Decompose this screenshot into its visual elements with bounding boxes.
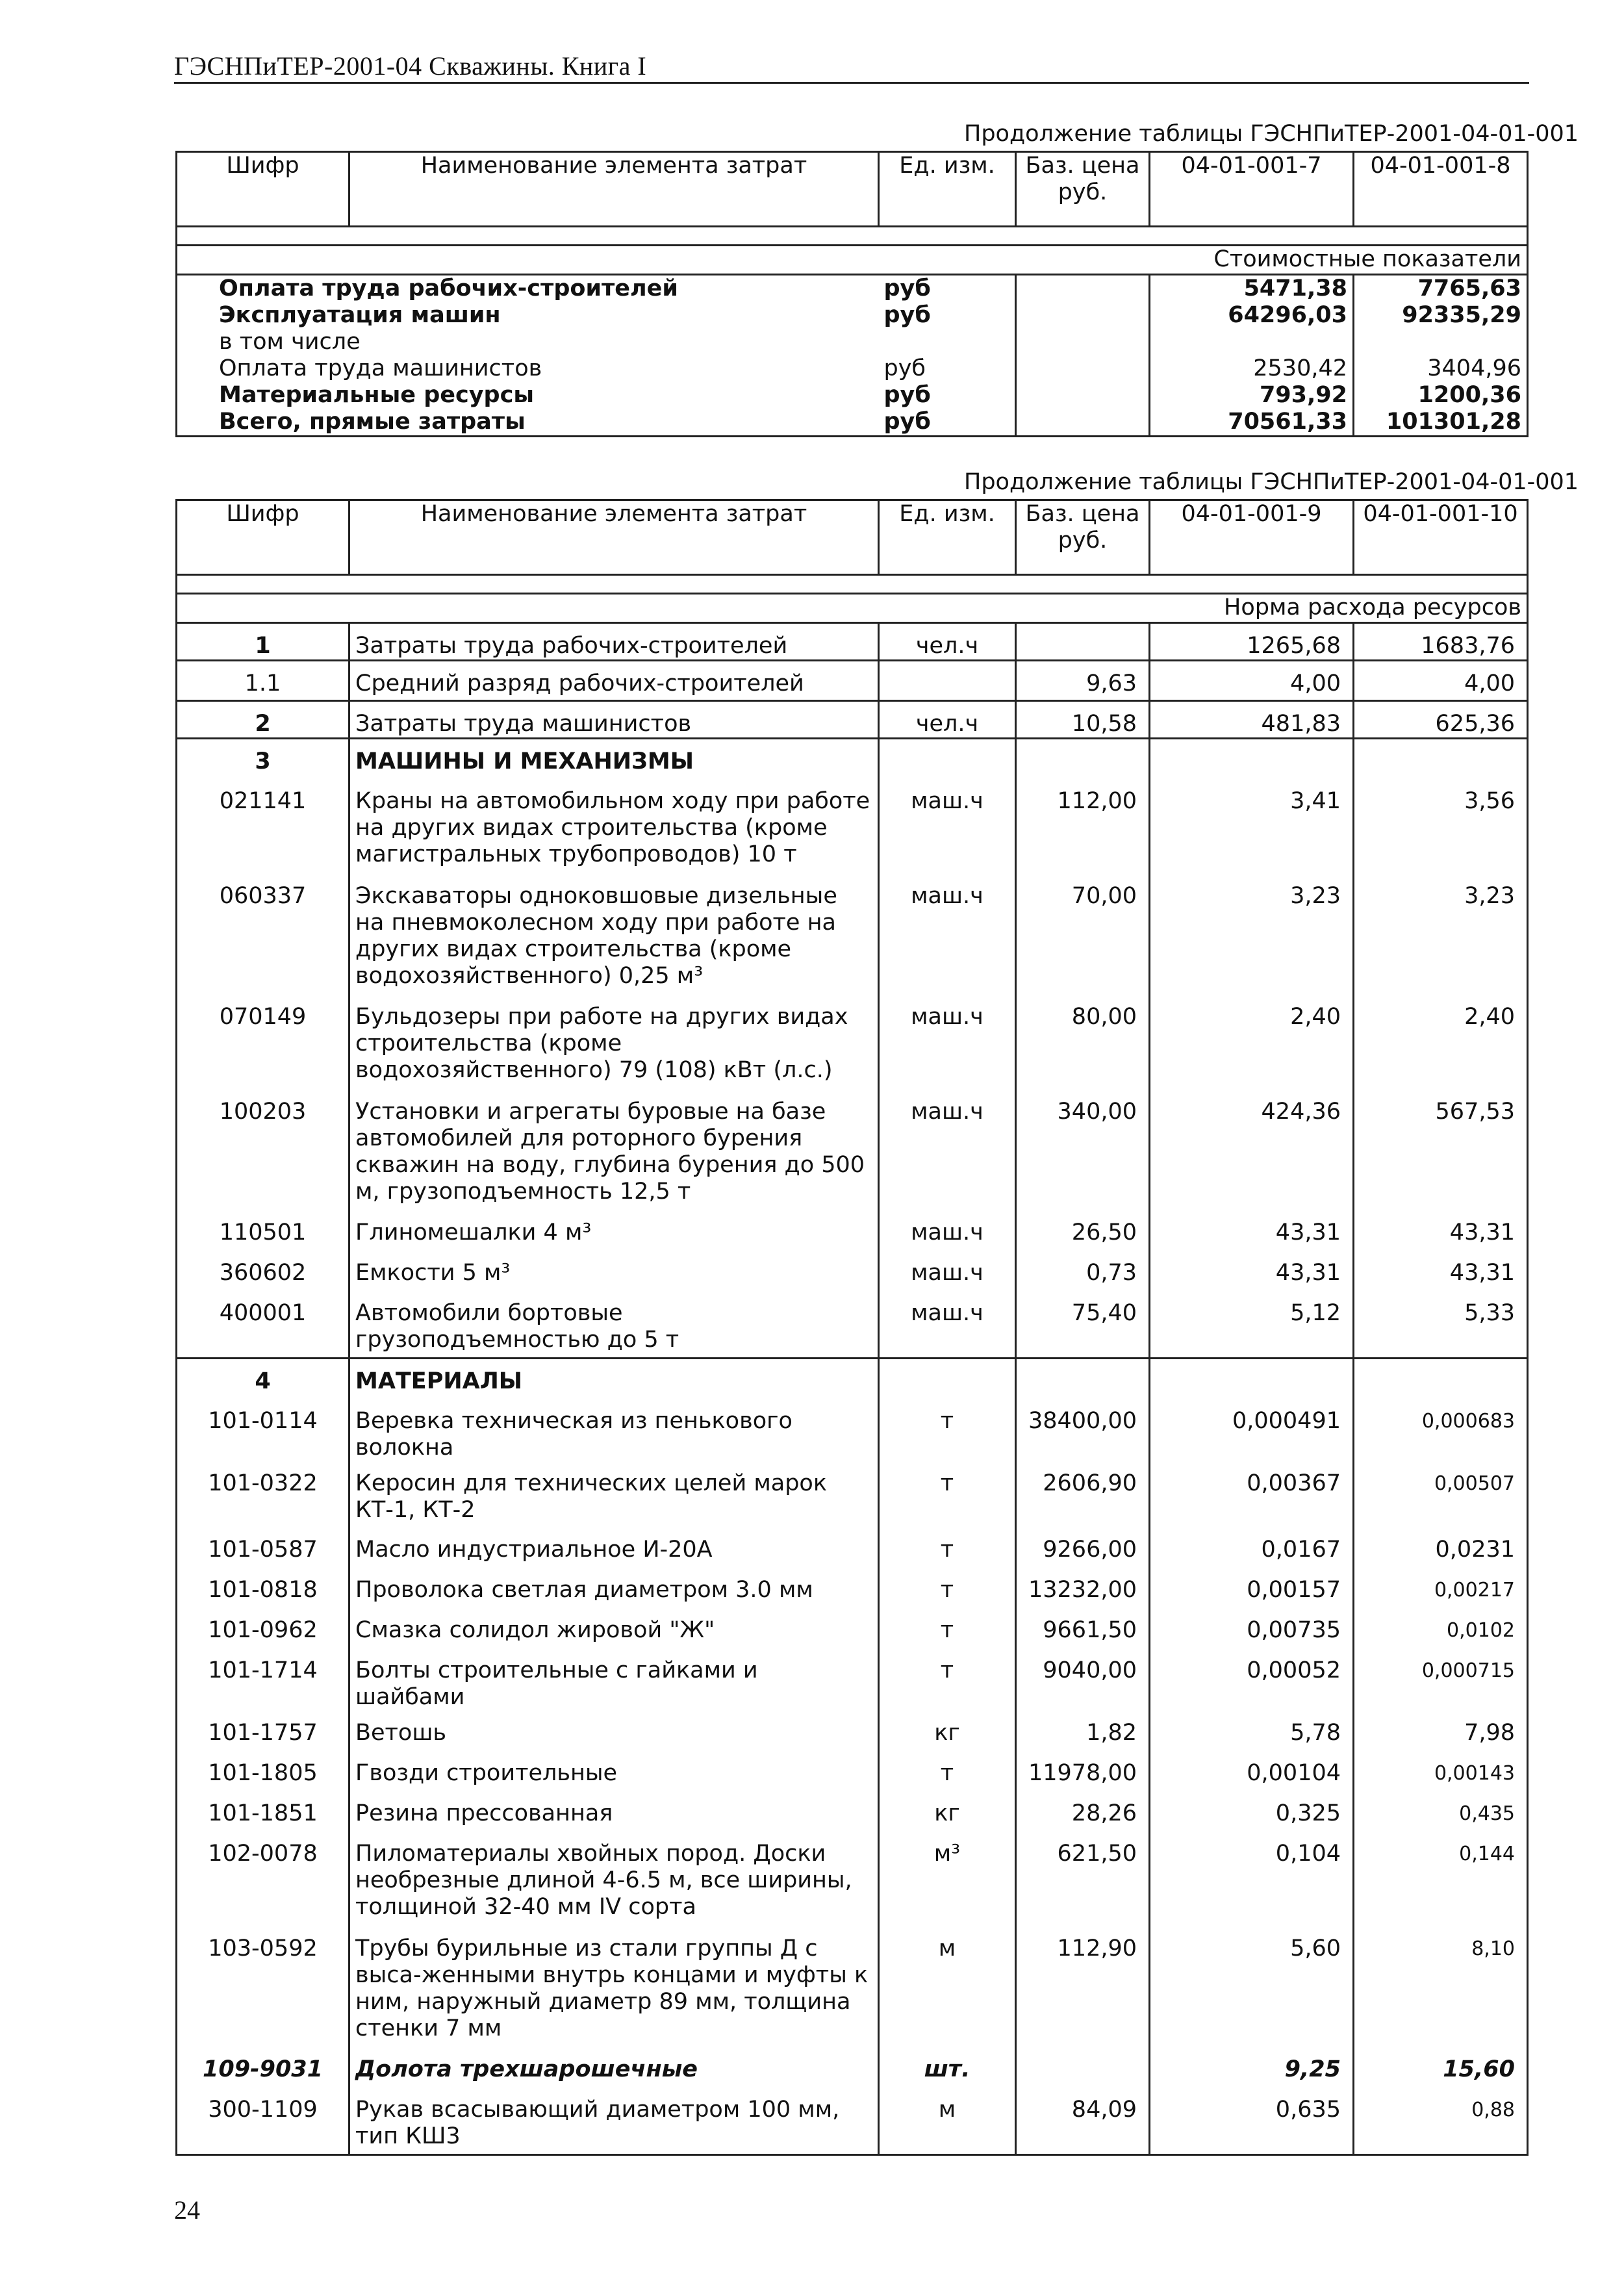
table-row: Оплата труда рабочих-строителей руб 5471,38 7765,63 (177, 275, 1528, 303)
resource-code: 101-0114 (177, 1399, 349, 1461)
resource-name: Емкости 5 м³ (349, 1251, 879, 1291)
norm-value-9: 3,23 (1150, 874, 1354, 995)
resource-name: Проволока светлая диаметром 3.0 мм (349, 1568, 879, 1608)
table-row (177, 1399, 1528, 1461)
table2-header-row (177, 500, 1528, 575)
resource-unit: чел.ч (879, 623, 1016, 661)
resource-unit: маш.ч (879, 1251, 1016, 1291)
norm-value-9: 0,0167 (1150, 1527, 1354, 1568)
resource-price: 9,63 (1016, 661, 1150, 701)
norm-value-9: 1265,68 (1150, 623, 1354, 661)
norm-value-10: 1683,76 (1354, 623, 1528, 661)
resource-name: Экскаваторы одноковшовые дизельные на пневмоколесном ходу при работе на других видах строительства (кроме водохозяйственного) 0,25 м³ (349, 874, 879, 995)
table-row: Эксплуатация машин руб 64296,03 92335,29 (177, 302, 1528, 329)
resource-code: 109-9031 (177, 2047, 349, 2088)
resource-code: 101-1805 (177, 1751, 349, 1791)
running-head: ГЭСНПиТЕР-2001-04 Скважины. Книга I (174, 51, 647, 81)
resource-code: 021141 (177, 779, 349, 874)
norm-value-10: 0,0231 (1354, 1527, 1528, 1568)
table-row (177, 779, 1528, 874)
norm-value-10: 15,60 (1354, 2047, 1528, 2088)
resource-name: Керосин для технических целей марок КТ-1, КТ-2 (349, 1461, 879, 1527)
col-header-price: Баз. цена руб. (1016, 500, 1150, 575)
col-header-unit: Ед. изм. (879, 500, 1016, 575)
resource-name: Ветошь (349, 1711, 879, 1751)
table-row (177, 874, 1528, 995)
resource-price: 112,00 (1016, 779, 1150, 874)
resource-price: 2606,90 (1016, 1461, 1150, 1527)
norm-value-9: 5,12 (1150, 1291, 1354, 1359)
resource-unit: маш.ч (879, 1210, 1016, 1251)
norm-value-10: 7,98 (1354, 1711, 1528, 1751)
resource-code: 070149 (177, 995, 349, 1090)
spacer-row (177, 227, 1528, 246)
resource-name: Смазка солидол жировой "Ж" (349, 1608, 879, 1648)
table-row (177, 1711, 1528, 1751)
resource-code: 400001 (177, 1291, 349, 1359)
col-header-code: Шифр (177, 152, 349, 227)
resource-name: Глиномешалки 4 м³ (349, 1210, 879, 1251)
norm-value-10: 3,56 (1354, 779, 1528, 874)
resource-code: 110501 (177, 1210, 349, 1251)
norm-value-10 (1354, 739, 1528, 779)
table1-caption: Продолжение таблицы ГЭСНПиТЕР-2001-04-01-001 (964, 121, 1579, 147)
resource-name: Краны на автомобильном ходу при работе на других видах строительства (кроме магистральных трубопроводов) 10 т (349, 779, 879, 874)
norm-value-9: 481,83 (1150, 701, 1354, 739)
resource-price: 80,00 (1016, 995, 1150, 1090)
resource-price: 621,50 (1016, 1832, 1150, 1926)
resource-unit (879, 1359, 1016, 1399)
norm-value-10: 0,435 (1354, 1791, 1528, 1832)
resource-code: 4 (177, 1359, 349, 1399)
norm-value-9: 0,00735 (1150, 1608, 1354, 1648)
resource-code: 101-0818 (177, 1568, 349, 1608)
resource-price: 84,09 (1016, 2088, 1150, 2155)
norm-value-10: 0,00507 (1354, 1461, 1528, 1527)
norm-value-10: 2,40 (1354, 995, 1528, 1090)
resource-unit: чел.ч (879, 701, 1016, 739)
resource-code: 100203 (177, 1090, 349, 1210)
resource-price: 75,40 (1016, 1291, 1150, 1359)
resource-name: Затраты труда машинистов (349, 701, 879, 739)
norm-value-9 (1150, 1359, 1354, 1399)
table-row (177, 1648, 1528, 1711)
resource-unit: маш.ч (879, 874, 1016, 995)
col-header-name: Наименование элемента затрат (349, 500, 879, 575)
norm-value-10: 43,31 (1354, 1210, 1528, 1251)
norm-value-9: 0,104 (1150, 1832, 1354, 1926)
table-row (177, 1251, 1528, 1291)
resource-name: МАШИНЫ И МЕХАНИЗМЫ (349, 739, 879, 779)
resource-unit: т (879, 1648, 1016, 1711)
norm-value-10: 0,88 (1354, 2088, 1528, 2155)
norm-value-9: 43,31 (1150, 1251, 1354, 1291)
resource-unit: маш.ч (879, 1090, 1016, 1210)
norm-value-10: 0,0102 (1354, 1608, 1528, 1648)
norm-value-10: 0,144 (1354, 1832, 1528, 1926)
norm-value-10: 625,36 (1354, 701, 1528, 739)
table-row (177, 701, 1528, 739)
header-rule (174, 82, 1529, 84)
norm-value-10: 8,10 (1354, 1926, 1528, 2047)
norm-value-9: 0,00104 (1150, 1751, 1354, 1791)
resource-name: Гвозди строительные (349, 1751, 879, 1791)
resource-code: 101-1757 (177, 1711, 349, 1751)
resource-unit (879, 739, 1016, 779)
resource-name: Установки и агрегаты буровые на базе автомобилей для роторного бурения скважин на воду, глубина бурения до 500 м, грузоподъемность 12,5 т (349, 1090, 879, 1210)
resource-code: 101-0587 (177, 1527, 349, 1568)
table-row: Оплата труда машинистов руб 2530,42 3404,96 (177, 355, 1528, 382)
table-row (177, 1359, 1528, 1399)
norm-value-9: 0,635 (1150, 2088, 1354, 2155)
resource-code: 101-1851 (177, 1791, 349, 1832)
table-row (177, 2047, 1528, 2088)
norm-value-9: 43,31 (1150, 1210, 1354, 1251)
norm-value-9 (1150, 739, 1354, 779)
resource-code: 1 (177, 623, 349, 661)
resource-code: 060337 (177, 874, 349, 995)
norm-value-9: 3,41 (1150, 779, 1354, 874)
table-row (177, 1210, 1528, 1251)
table-row (177, 623, 1528, 661)
table-row (177, 1608, 1528, 1648)
col-header-norm-10: 04-01-001-10 (1354, 500, 1528, 575)
table2-caption: Продолжение таблицы ГЭСНПиТЕР-2001-04-01-001 (964, 469, 1579, 495)
resource-name: Веревка техническая из пенькового волокна (349, 1399, 879, 1461)
table-row (177, 739, 1528, 779)
norm-value-9: 0,325 (1150, 1791, 1354, 1832)
table-row (177, 995, 1528, 1090)
table-row: Всего, прямые затраты руб 70561,33 101301,28 (177, 409, 1528, 437)
resource-unit: т (879, 1399, 1016, 1461)
norm-value-10: 43,31 (1354, 1251, 1528, 1291)
resource-price: 38400,00 (1016, 1399, 1150, 1461)
resource-code: 1.1 (177, 661, 349, 701)
spacer-row (177, 575, 1528, 594)
resource-unit (879, 661, 1016, 701)
resource-price: 10,58 (1016, 701, 1150, 739)
resource-code: 101-1714 (177, 1648, 349, 1711)
norm-value-9: 5,78 (1150, 1711, 1354, 1751)
col-header-name: Наименование элемента затрат (349, 152, 879, 227)
resource-unit: т (879, 1568, 1016, 1608)
resource-unit: маш.ч (879, 779, 1016, 874)
col-header-price: Баз. цена руб. (1016, 152, 1150, 227)
norm-value-9: 5,60 (1150, 1926, 1354, 2047)
col-header-norm-7: 04-01-001-7 (1150, 152, 1354, 227)
resource-name: Рукав всасывающий диаметром 100 мм, тип КШ3 (349, 2088, 879, 2155)
norm-value-9: 424,36 (1150, 1090, 1354, 1210)
resource-price: 11978,00 (1016, 1751, 1150, 1791)
resource-code: 102-0078 (177, 1832, 349, 1926)
norm-value-10: 5,33 (1354, 1291, 1528, 1359)
cost-indicators-table (175, 151, 1529, 437)
resource-price: 340,00 (1016, 1090, 1150, 1210)
resource-name: Резина прессованная (349, 1791, 879, 1832)
resource-price (1016, 1359, 1150, 1399)
resource-name: Средний разряд рабочих-строителей (349, 661, 879, 701)
col-header-norm-8: 04-01-001-8 (1354, 152, 1528, 227)
resource-name: Трубы бурильные из стали группы Д с выса-женными внутрь концами и муфты к ним, наружный диаметр 89 мм, толщина стенки 7 мм (349, 1926, 879, 2047)
resource-unit: м³ (879, 1832, 1016, 1926)
resource-name: МАТЕРИАЛЫ (349, 1359, 879, 1399)
table-row: в том числе (177, 329, 1528, 355)
resource-code: 2 (177, 701, 349, 739)
resource-price: 26,50 (1016, 1210, 1150, 1251)
norm-value-9: 0,000491 (1150, 1399, 1354, 1461)
table-row (177, 2088, 1528, 2155)
resource-price: 1,82 (1016, 1711, 1150, 1751)
table-row (177, 661, 1528, 701)
table1-header-row (177, 152, 1528, 227)
resource-name: Масло индустриальное И-20А (349, 1527, 879, 1568)
table-row (177, 1291, 1528, 1359)
resource-code: 101-0322 (177, 1461, 349, 1527)
resource-unit: т (879, 1751, 1016, 1791)
norm-value-10 (1354, 1359, 1528, 1399)
resource-price: 28,26 (1016, 1791, 1150, 1832)
table-row (177, 1527, 1528, 1568)
resource-unit: м (879, 2088, 1016, 2155)
resource-unit: кг (879, 1711, 1016, 1751)
table-row: Материальные ресурсы руб 793,92 1200,36 (177, 382, 1528, 409)
norm-value-9: 2,40 (1150, 995, 1354, 1090)
table-row (177, 1791, 1528, 1832)
resource-price: 9266,00 (1016, 1527, 1150, 1568)
resource-unit: т (879, 1461, 1016, 1527)
norm-value-10: 0,000715 (1354, 1648, 1528, 1711)
resource-name: Затраты труда рабочих-строителей (349, 623, 879, 661)
norm-value-10: 0,00143 (1354, 1751, 1528, 1791)
table-row (177, 1461, 1528, 1527)
resource-code: 300-1109 (177, 2088, 349, 2155)
indicator-row: Стоимостные показатели (177, 246, 1528, 275)
resource-name: Автомобили бортовые грузоподъемностью до 5 т (349, 1291, 879, 1359)
norm-value-10: 567,53 (1354, 1090, 1528, 1210)
resource-code: 360602 (177, 1251, 349, 1291)
resource-name: Пиломатериалы хвойных пород. Доски необрезные длиной 4-6.5 м, все ширины, толщиной 32-40 мм IV сорта (349, 1832, 879, 1926)
resource-price (1016, 739, 1150, 779)
table-row (177, 1926, 1528, 2047)
table-row (177, 1090, 1528, 1210)
norm-value-10: 4,00 (1354, 661, 1528, 701)
resource-code: 101-0962 (177, 1608, 349, 1648)
norm-value-9: 0,00052 (1150, 1648, 1354, 1711)
table-row (177, 1832, 1528, 1926)
resource-price (1016, 2047, 1150, 2088)
indicator-row: Норма расхода ресурсов (177, 594, 1528, 623)
table-row (177, 1751, 1528, 1791)
resource-unit: кг (879, 1791, 1016, 1832)
resource-norms-table (175, 499, 1529, 2156)
page-number: 24 (174, 2195, 200, 2225)
norm-value-10: 0,000683 (1354, 1399, 1528, 1461)
resource-unit: шт. (879, 2047, 1016, 2088)
resource-unit: т (879, 1527, 1016, 1568)
resource-price: 9040,00 (1016, 1648, 1150, 1711)
resource-name: Болты строительные с гайками и шайбами (349, 1648, 879, 1711)
resource-unit: т (879, 1608, 1016, 1648)
norm-value-9: 0,00367 (1150, 1461, 1354, 1527)
resource-price: 9661,50 (1016, 1608, 1150, 1648)
resource-unit: м (879, 1926, 1016, 2047)
resource-name: Долота трехшарошечные (349, 2047, 879, 2088)
col-header-unit: Ед. изм. (879, 152, 1016, 227)
norm-value-9: 0,00157 (1150, 1568, 1354, 1608)
resource-code: 3 (177, 739, 349, 779)
resource-unit: маш.ч (879, 1291, 1016, 1359)
norm-value-10: 3,23 (1354, 874, 1528, 995)
resource-price: 0,73 (1016, 1251, 1150, 1291)
resource-unit: маш.ч (879, 995, 1016, 1090)
table-row (177, 1568, 1528, 1608)
col-header-code: Шифр (177, 500, 349, 575)
resource-code: 103-0592 (177, 1926, 349, 2047)
resource-price: 70,00 (1016, 874, 1150, 995)
norm-value-10: 0,00217 (1354, 1568, 1528, 1608)
norm-value-9: 9,25 (1150, 2047, 1354, 2088)
norm-value-9: 4,00 (1150, 661, 1354, 701)
col-header-norm-9: 04-01-001-9 (1150, 500, 1354, 575)
resource-price: 112,90 (1016, 1926, 1150, 2047)
resource-price: 13232,00 (1016, 1568, 1150, 1608)
resource-price (1016, 623, 1150, 661)
resource-name: Бульдозеры при работе на других видах строительства (кроме водохозяйственного) 79 (108) кВт (л.с.) (349, 995, 879, 1090)
